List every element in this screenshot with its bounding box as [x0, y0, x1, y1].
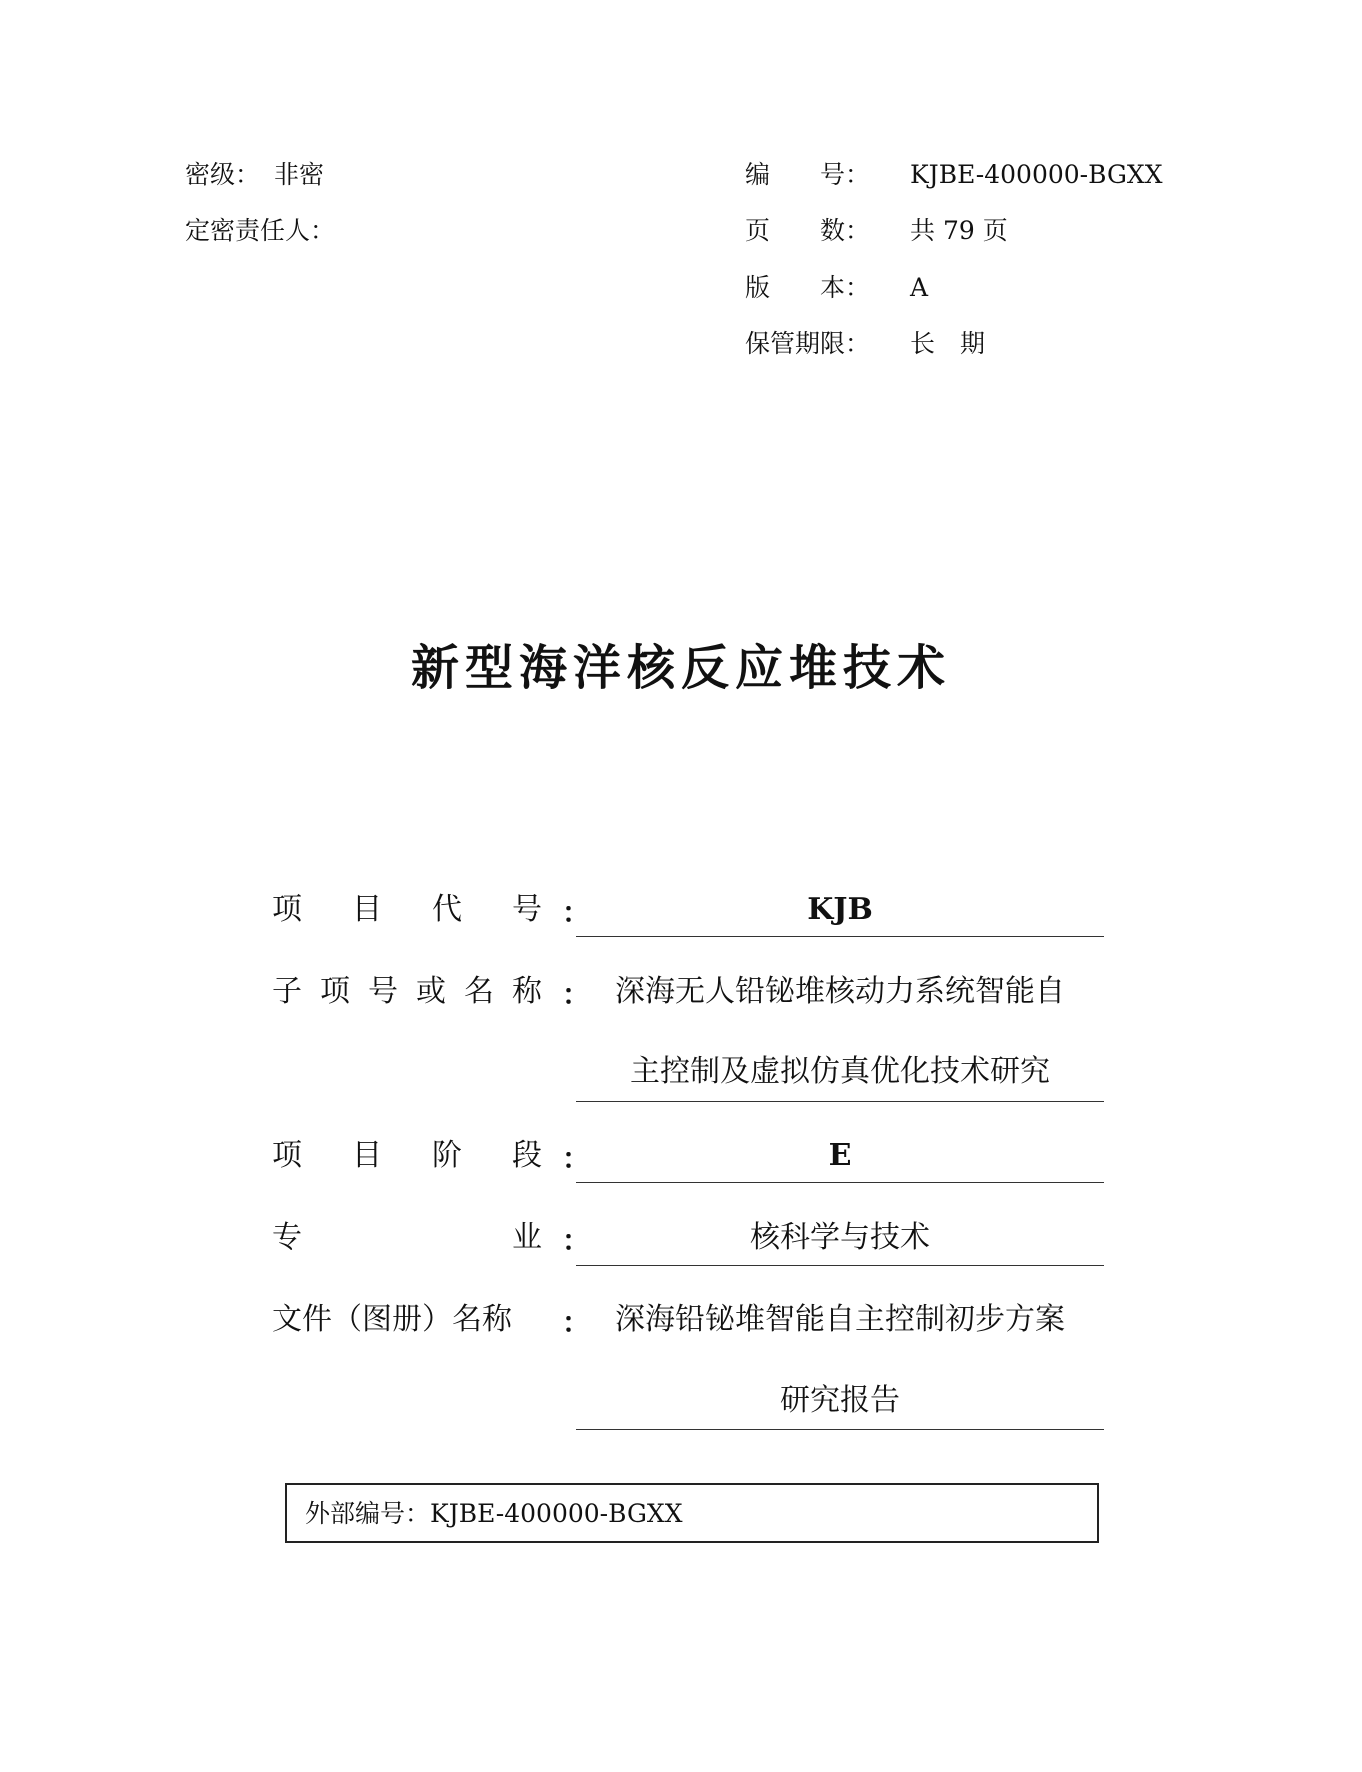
label-char: 号 [368, 974, 398, 1009]
version-value: A [910, 273, 929, 302]
label-char: 代 [432, 892, 462, 927]
specialty-label [272, 1218, 542, 1258]
label-char: 项 [272, 892, 302, 927]
label-char: 目 [352, 892, 382, 927]
external-number-label: 外部编号： [305, 1499, 431, 1528]
field-underline [576, 1101, 1104, 1102]
pages-value: 共 79 页 [910, 216, 1008, 245]
field-colon: ： [562, 1224, 591, 1257]
classification-label: 密级： [185, 160, 261, 189]
stage-label [272, 1136, 542, 1176]
classification-value: 非密 [274, 160, 325, 189]
document-name-value-line1: 深海铅铋堆智能自主控制初步方案 [615, 1302, 1065, 1337]
field-underline [576, 936, 1104, 937]
external-number-value: KJBE-400000-BGXX [430, 1499, 683, 1528]
label-char: 专 [272, 1220, 302, 1255]
stage-value: E [828, 1138, 852, 1173]
label-char: 或 [416, 974, 446, 1009]
number-label: 编 号： [745, 160, 871, 189]
label-char: 业 [512, 1220, 542, 1255]
subproject-label [272, 972, 542, 1012]
label-char: 名 [464, 974, 494, 1009]
field-underline [576, 1429, 1104, 1430]
number-value: KJBE-400000-BGXX [910, 160, 1163, 189]
label-char: 子 [272, 974, 302, 1009]
label-char: 号 [512, 892, 542, 927]
field-colon: ： [562, 896, 591, 929]
responsible-label: 定密责任人： [185, 216, 336, 245]
field-underline [576, 1182, 1104, 1183]
document-title: 新型海洋核反应堆技术 [410, 640, 951, 696]
field-underline [576, 1265, 1104, 1266]
classification-line [185, 158, 324, 192]
retention-label: 保管期限： [745, 329, 871, 358]
label-char: 阶 [432, 1138, 462, 1173]
retention-value: 长 期 [910, 329, 986, 358]
subproject-value-line1: 深海无人铅铋堆核动力系统智能自 [615, 974, 1065, 1009]
specialty-value: 核科学与技术 [750, 1220, 930, 1255]
document-name-label: 文件（图册）名称 [272, 1302, 512, 1337]
field-colon: ： [562, 1142, 591, 1175]
field-colon: ： [562, 1306, 591, 1339]
label-char: 项 [320, 974, 350, 1009]
label-char: 段 [512, 1138, 542, 1173]
pages-label: 页 数： [745, 216, 871, 245]
external-number-line [305, 1497, 683, 1531]
version-label: 版 本： [745, 273, 871, 302]
field-colon: ： [562, 978, 591, 1011]
label-char: 目 [352, 1138, 382, 1173]
external-number-box [285, 1483, 1099, 1543]
label-char: 称 [512, 974, 542, 1009]
document-name-value-line2: 研究报告 [780, 1383, 900, 1418]
project-code-value: KJB [807, 892, 873, 927]
subproject-value-line2: 主控制及虚拟仿真优化技术研究 [630, 1054, 1050, 1089]
project-code-label [272, 890, 542, 930]
label-char: 项 [272, 1138, 302, 1173]
